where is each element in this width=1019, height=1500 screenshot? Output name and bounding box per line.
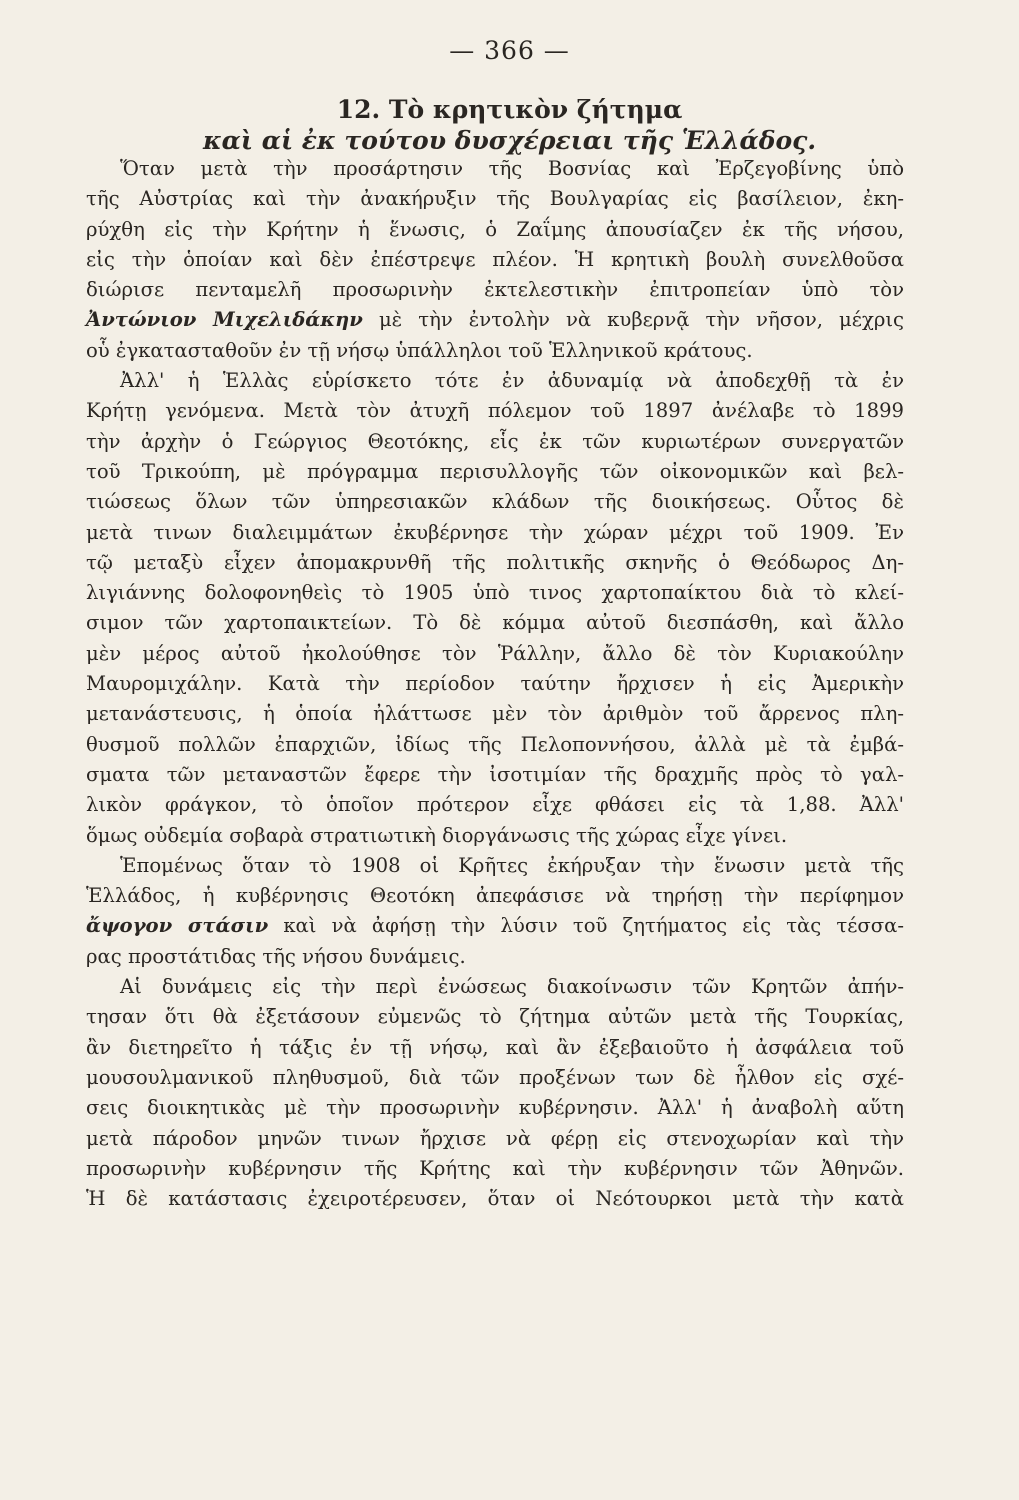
- heading-line-2: καὶ αἱ ἐκ τούτου δυσχέρειαι τῆς Ἑλλάδος.: [202, 126, 817, 155]
- text-line: Ἀλλ' ἡ Ἑλλὰς εὑρίσκετο τότε ἐν ἀδυναμίᾳ νὰ ἀποδεχθῇ τὰ ἐν: [120, 369, 904, 393]
- text-line: Ἑλλάδος, ἡ κυβέρνησις Θεοτόκη ἀπεφάσισε νὰ τηρήσῃ τὴν περίφημον: [86, 884, 904, 908]
- text-line: Ὅταν μετὰ τὴν προσάρτησιν τῆς Βοσνίας καὶ Ἐρζεγοβίνης ὑπὸ: [120, 157, 904, 180]
- text-line: τὴν ἀρχὴν ὁ Γεώργιος Θεοτόκης, εἷς ἐκ τῶν κυριωτέρων συνεργατῶν: [86, 429, 904, 453]
- text-line: μουσουλμανικοῦ πληθυσμοῦ, διὰ τῶν προξένων των δὲ ἦλθον εἰς σχέ-: [86, 1065, 904, 1089]
- text-line: μετὰ πάροδον μηνῶν τινων ἤρχισε νὰ φέρῃ εἰς στενοχωρίαν καὶ τὴν: [86, 1126, 904, 1150]
- text-line: ἂν διετηρεῖτο ἡ τάξις ἐν τῇ νήσῳ, καὶ ἂν ἐξεβαιοῦτο ἡ ἀσφάλεια τοῦ: [86, 1035, 904, 1059]
- body-text: [86, 154, 904, 1214]
- emphasized-text: Ἀντώνιον Μιχελιδάκην: [86, 308, 363, 332]
- heading-line-1: 12. Τὸ κρητικὸν ζήτημα: [336, 95, 683, 124]
- text-line: μετὰ τινων διαλειμμάτων ἐκυβέρνησε τὴν χώραν μέχρι τοῦ 1909. Ἐν: [86, 520, 904, 544]
- text-line: τῆς Αὐστρίας καὶ τὴν ἀνακήρυξιν τῆς Βουλγαρίας εἰς βασίλειον, ἐκη-: [86, 187, 904, 211]
- emphasized-text: ἄψογον στάσιν: [86, 914, 269, 938]
- text-line: Ἑπομένως ὅταν τὸ 1908 οἱ Κρῆτες ἐκήρυξαν τὴν ἕνωσιν μετὰ τῆς: [120, 853, 904, 877]
- text-line: Κρήτῃ γενόμενα. Μετὰ τὸν ἀτυχῆ πόλεμον τοῦ 1897 ἀνέλαβε τὸ 1899: [86, 399, 904, 423]
- text-line: σματα τῶν μεταναστῶν ἔφερε τὴν ἰσοτιμίαν τῆς δραχμῆς πρὸς τὸ γαλ-: [86, 762, 904, 786]
- text-line: ρύχθη εἰς τὴν Κρήτην ἡ ἕνωσις, ὁ Ζαΐμης ἀπουσίαζεν ἐκ τῆς νήσου,: [86, 217, 904, 241]
- text-line: τιώσεως ὅλων τῶν ὑπηρεσιακῶν κλάδων τῆς διοικήσεως. Οὗτος δὲ: [86, 490, 904, 514]
- text-line: εἰς τὴν ὁποίαν καὶ δὲν ἐπέστρεψε πλέον. Ἡ κρητικὴ βουλὴ συνελθοῦσα: [86, 247, 904, 271]
- text-line: τησαν ὅτι θὰ ἐξετάσουν εὐμενῶς τὸ ζήτημα αὐτῶν μετὰ τῆς Τουρκίας,: [86, 1005, 904, 1029]
- text-line: Μαυρομιχάλην. Κατὰ τὴν περίοδον ταύτην ἤρχισεν ἡ εἰς Ἀμερικὴν: [86, 672, 904, 696]
- chapter-heading: [0, 94, 1019, 156]
- text-line: ρας προστάτιδας τῆς νήσου δυνάμεις.: [86, 944, 466, 968]
- text-line: Αἱ δυνάμεις εἰς τὴν περὶ ἐνώσεως διακοίνωσιν τῶν Κρητῶν ἀπήν-: [120, 975, 904, 999]
- text-line: μετανάστευσις, ἡ ὁποία ἠλάττωσε μὲν τὸν ἀριθμὸν τοῦ ἄρρενος πλη-: [86, 702, 904, 726]
- text-line: λιγιάννης δολοφονηθεὶς τὸ 1905 ὑπὸ τινος χαρτοπαίκτου διὰ τὸ κλεί-: [86, 581, 904, 605]
- text-line: διώρισε πενταμελῆ προσωρινὴν ἐκτελεστικὴν ἐπιτροπείαν ὑπὸ τὸν: [86, 278, 904, 302]
- text-line: τῷ μεταξὺ εἶχεν ἀπομακρυνθῆ τῆς πολιτικῆς σκηνῆς ὁ Θεόδωρος Δη-: [86, 550, 904, 574]
- page-number: — 366 —: [449, 36, 570, 65]
- text-line: ὅμως οὐδεμία σοβαρὰ στρατιωτικὴ διοργάνωσις τῆς χώρας εἶχε γίνει.: [86, 823, 788, 847]
- text-line: σιμον τῶν χαρτοπαικτείων. Τὸ δὲ κόμμα αὐτοῦ διεσπάσθη, καὶ ἄλλο: [86, 611, 904, 635]
- text-line: σεις διοικητικὰς μὲ τὴν προσωρινὴν κυβέρνησιν. Ἀλλ' ἡ ἀναβολὴ αὕτη: [86, 1096, 904, 1120]
- text-line: τοῦ Τρικούπη, μὲ πρόγραμμα περισυλλογῆς τῶν οἰκονομικῶν καὶ βελ-: [86, 459, 904, 483]
- text-line: Ἡ δὲ κατάστασις ἐχειροτέρευσεν, ὅταν οἱ Νεότουρκοι μετὰ τὴν κατὰ: [86, 1187, 904, 1211]
- text-line: Ἀντώνιον Μιχελιδάκην μὲ τὴν ἐντολὴν νὰ κυβερνᾷ τὴν νῆσον, μέχρις: [86, 308, 904, 332]
- text-line: οὗ ἐγκατασταθοῦν ἐν τῇ νήσῳ ὑπάλληλοι τοῦ Ἑλληνικοῦ κράτους.: [86, 338, 753, 362]
- text-line: ἄψογον στάσιν καὶ νὰ ἀφήσῃ τὴν λύσιν τοῦ ζητήματος εἰς τὰς τέσσα-: [86, 914, 905, 938]
- text-line: προσωρινὴν κυβέρνησιν τῆς Κρήτης καὶ τὴν κυβέρνησιν τῶν Ἀθηνῶν.: [86, 1156, 904, 1180]
- text-line: μὲν μέρος αὐτοῦ ἠκολούθησε τὸν Ῥάλλην, ἄλλο δὲ τὸν Κυριακούλην: [86, 641, 904, 665]
- text-line: λικὸν φράγκον, τὸ ὁποῖον πρότερον εἶχε φθάσει εἰς τὰ 1,88. Ἀλλ': [86, 793, 904, 817]
- text-line: θυσμοῦ πολλῶν ἐπαρχιῶν, ἰδίως τῆς Πελοποννήσου, ἀλλὰ μὲ τὰ ἐμβά-: [86, 732, 904, 756]
